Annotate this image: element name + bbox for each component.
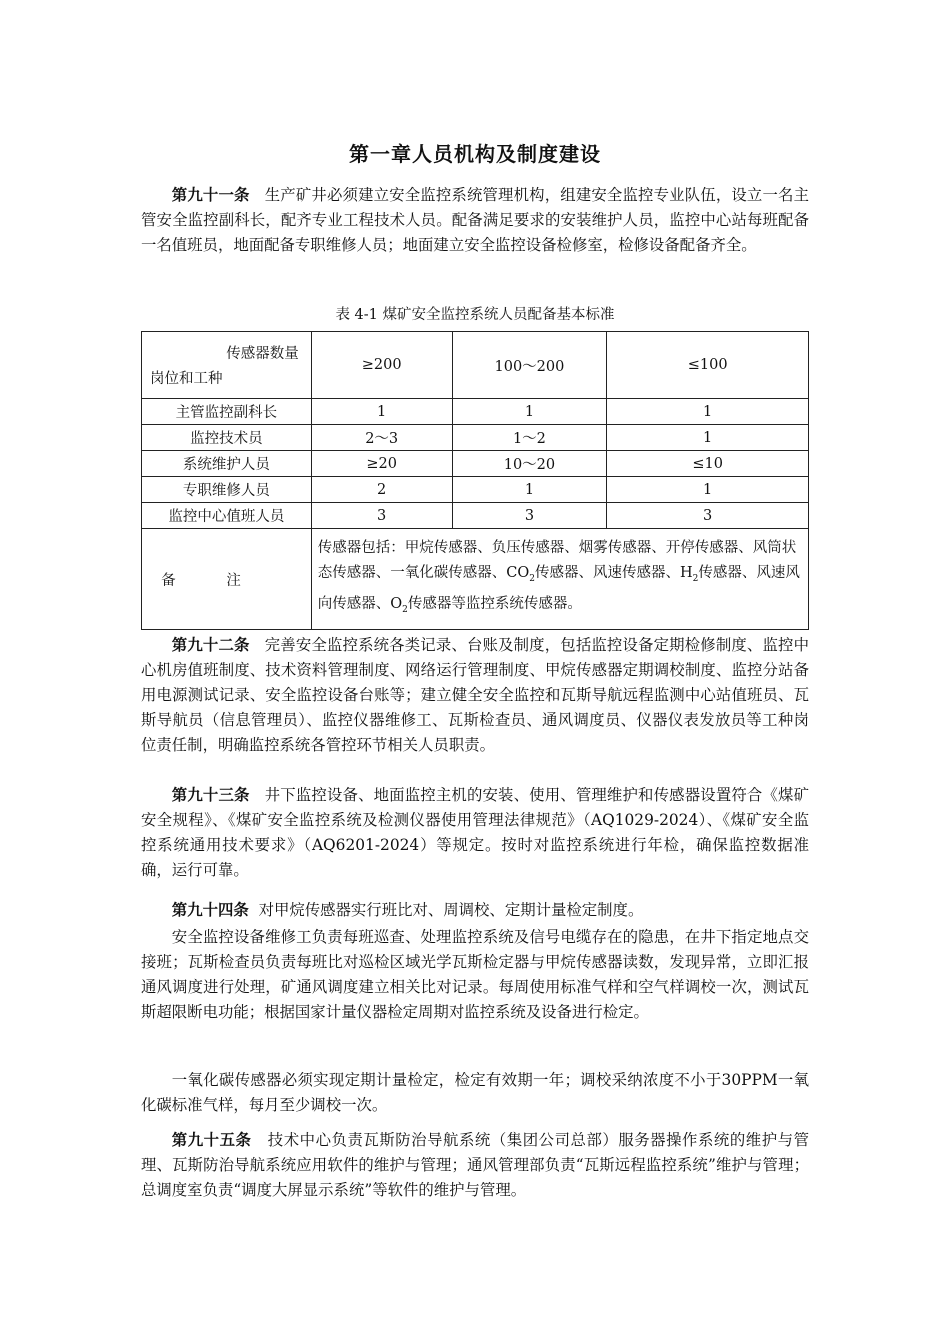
table-row	[142, 451, 809, 477]
note-label: 备注	[161, 572, 292, 589]
table-row	[142, 477, 809, 503]
co-sensor-paragraph: 一氧化碳传感器必须实现定期计量检定，检定有效期一年；调校采纳浓度不小于30PPM一氧化碳标准气样，每月至少调校一次。	[141, 1071, 809, 1114]
column-header: ≤100	[607, 332, 809, 399]
table-cell: 2	[311, 477, 452, 503]
table-cell: 3	[311, 503, 452, 529]
table-cell: 1	[607, 477, 809, 503]
article-92-text: 完善安全监控系统各类记录、台账及制度，包括监控设备定期检修制度、监控中心机房值班制度、技术资料管理制度、网络运行管理制度、甲烷传感器定期调校制度、监控分站备用电源测试记录、安全监控设备台账等；建立健全安全监控和瓦斯导航远程监测中心站值班员、瓦斯导航员（信息管理员）、监控仪器维修工、瓦斯检查员、通风调度员、仪器仪表发放员等工种岗位责任制，明确监控系统各管控环节相关人员职责。	[141, 636, 809, 754]
subscript: 2	[529, 573, 535, 584]
article-95-label: 第九十五条	[171, 1131, 252, 1149]
table-cell: 1	[607, 425, 809, 451]
note-text: 传感器、风速风向传感器、O	[317, 564, 800, 612]
article-93-text: 井下监控设备、地面监控主机的安装、使用、管理维护和传感器设置符合《煤矿安全规程》、《煤矿安全监控系统及检测仪器使用管理法律规范》（AQ1029-2024）、《煤矿安全监控系统通用技术要求》（AQ6201-2024）等规定。按时对监控系统进行年检，确保监控数据准确，运行可靠。	[141, 786, 809, 879]
article-94-text: 对甲烷传感器实行班比对、周调校、定期计量检定制度。	[258, 901, 644, 919]
note-text-cell	[311, 529, 808, 630]
corner-top-label: 传感器数量	[226, 346, 299, 362]
table-cell: ≤10	[607, 451, 809, 477]
article-94	[141, 898, 809, 923]
row-role: 专职维修人员	[142, 477, 312, 503]
corner-bottom-label: 岗位和工种	[150, 371, 223, 387]
article-92-label: 第九十二条	[171, 636, 250, 654]
article-95	[141, 1128, 809, 1203]
article-91-text: 生产矿井必须建立安全监控系统管理机构，组建安全监控专业队伍，设立一名主管安全监控副科长，配齐专业工程技术人员。配备满足要求的安装维护人员，监控中心站每班配备一名值班员，地面配备专职维修人员；地面建立安全监控设备检修室，检修设备配备齐全。	[141, 186, 809, 254]
table-cell: 1	[452, 477, 607, 503]
table-corner-header	[142, 332, 312, 399]
article-91-label: 第九十一条	[171, 186, 250, 204]
staffing-table	[141, 331, 809, 630]
table-cell: 1	[452, 399, 607, 425]
table-cell: 1	[311, 399, 452, 425]
table-cell: 1～2	[452, 425, 607, 451]
article-95-text: 技术中心负责瓦斯防治导航系统（集团公司总部）服务器操作系统的维护与管理、瓦斯防治导航系统应用软件的维护与管理；通风管理部负责“瓦斯远程监控系统”维护与管理；总调度室负责“调度大屏显示系统”等软件的维护与管理。	[141, 1131, 809, 1199]
table-cell: ≥20	[311, 451, 452, 477]
article-91	[141, 183, 809, 258]
article-92	[141, 633, 809, 758]
maintenance-paragraph: 安全监控设备维修工负责每班巡查、处理监控系统及信号电缆存在的隐患，在井下指定地点交接班；瓦斯检查员负责每班比对巡检区域光学瓦斯检定器与甲烷传感器读数，发现异常，立即汇报通风调度进行处理，矿通风调度建立相关比对记录。每周使用标准气样和空气样调校一次，测试瓦斯超限断电功能；根据国家计量仪器检定周期对监控系统及设备进行检定。	[141, 928, 809, 1021]
column-header: ≥200	[311, 332, 452, 399]
table-row	[142, 399, 809, 425]
article-93-label: 第九十三条	[171, 786, 250, 804]
table-cell: 3	[452, 503, 607, 529]
subscript: 2	[402, 604, 408, 615]
table-row	[142, 503, 809, 529]
table-row	[142, 425, 809, 451]
row-role: 主管监控副科长	[142, 399, 312, 425]
article-94-label: 第九十四条	[171, 901, 249, 919]
table-caption: 表 4-1 煤矿安全监控系统人员配备基本标准	[335, 307, 615, 323]
row-role: 系统维护人员	[142, 451, 312, 477]
table-note-row	[142, 529, 809, 630]
chapter-title: 第一章人员机构及制度建设	[349, 142, 601, 166]
note-text: 传感器等监控系统传感器。	[407, 595, 582, 612]
note-text: 传感器包括：甲烷传感器、负压传感器、烟雾传感器、开停传感器、风筒状态传感器、一氧化碳传感器、CO	[317, 539, 797, 581]
note-label-cell	[142, 529, 312, 630]
row-role: 监控中心值班人员	[142, 503, 312, 529]
table-cell: 10～20	[452, 451, 607, 477]
note-text: 传感器、风速传感器、H	[535, 564, 693, 581]
row-role: 监控技术员	[142, 425, 312, 451]
table-cell: 3	[607, 503, 809, 529]
article-93	[141, 783, 809, 883]
table-cell: 1	[607, 399, 809, 425]
column-header: 100～200	[452, 332, 607, 399]
subscript: 2	[692, 573, 699, 584]
table-cell: 2～3	[311, 425, 452, 451]
